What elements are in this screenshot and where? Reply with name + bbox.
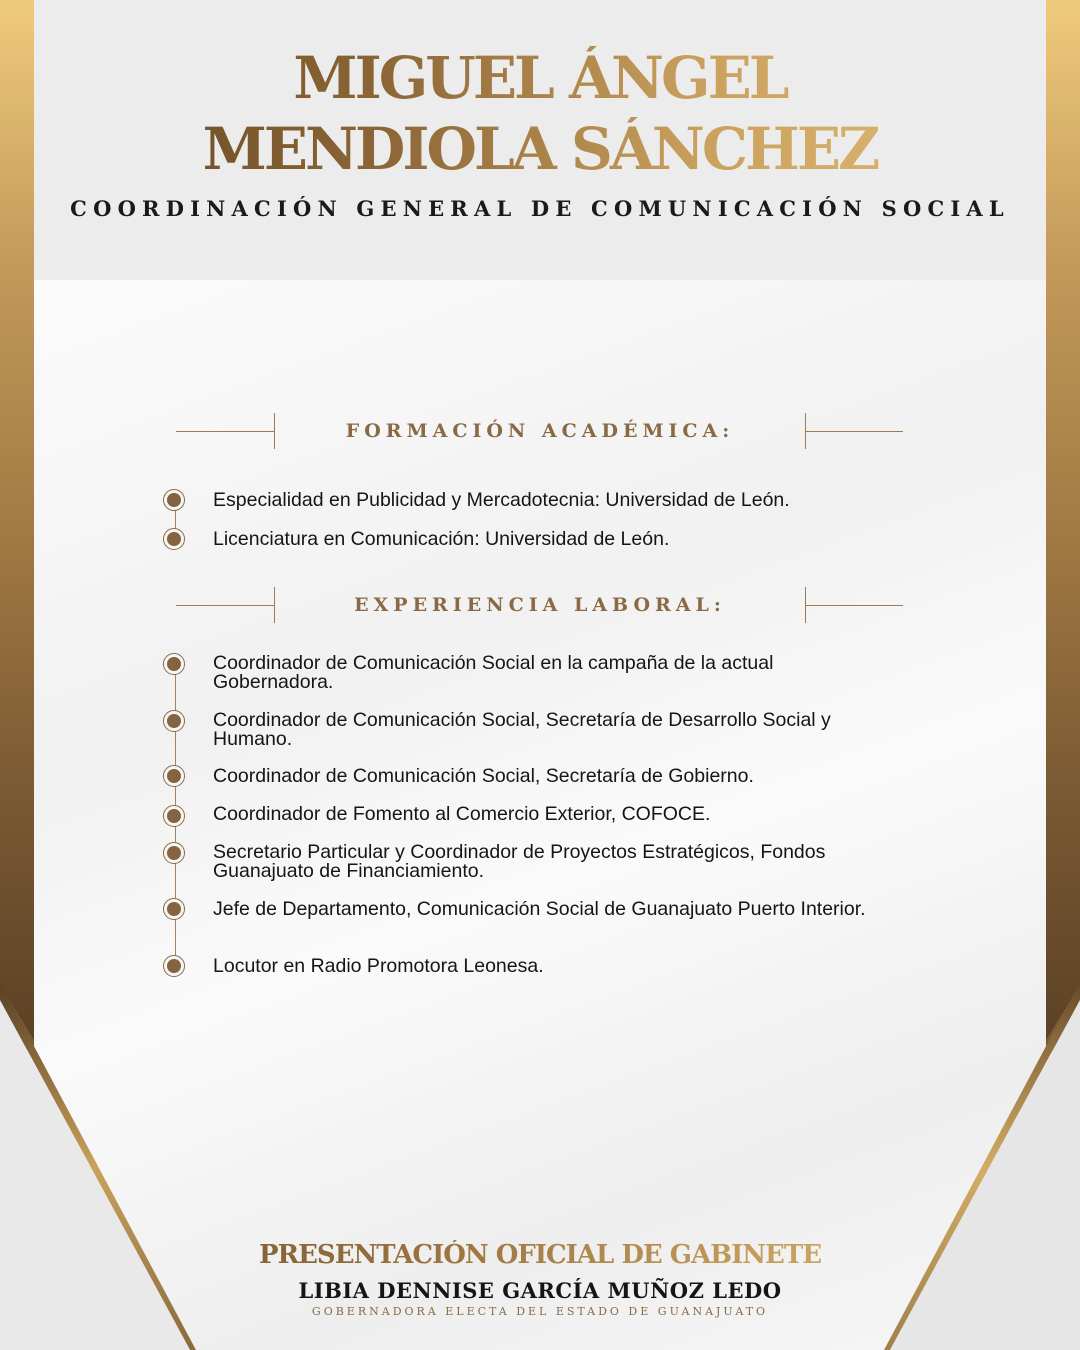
experience-item: Coordinador de Comunicación Social, Secretaría de Desarrollo Social y Humano. <box>213 709 831 750</box>
bullet-icon <box>163 898 185 920</box>
experience-item: Coordinador de Fomento al Comercio Exterior, COFOCE. <box>213 803 711 825</box>
experience-item: Jefe de Departamento, Comunicación Social de Guanajuato Puerto Interior. <box>213 898 866 920</box>
bullet-icon <box>163 528 185 550</box>
position-title: COORDINACIÓN GENERAL DE COMUNICACIÓN SOCIAL <box>70 196 1010 221</box>
heading-rule-right <box>805 431 903 432</box>
footer-name: LIBIA DENNISE GARCÍA MUÑOZ LEDO <box>298 1278 782 1303</box>
person-name-line-1: MIGUEL ÁNGEL <box>0 46 1080 110</box>
bullet-icon <box>163 955 185 977</box>
experience-item: Locutor en Radio Promotora Leonesa. <box>213 955 544 977</box>
footer-subtitle: GOBERNADORA ELECTA DEL ESTADO DE GUANAJUATO <box>311 1305 769 1318</box>
bullet-icon <box>163 489 185 511</box>
bullet-icon <box>163 805 185 827</box>
education-item: Especialidad en Publicidad y Mercadotecnia: Universidad de León. <box>213 489 790 511</box>
experience-item: Coordinador de Comunicación Social en la campaña de la actual Gobernadora. <box>213 652 774 693</box>
bullet-icon <box>163 710 185 732</box>
education-heading: FORMACIÓN ACADÉMICA: <box>345 420 735 442</box>
bullet-icon <box>163 765 185 787</box>
experience-item: Coordinador de Comunicación Social, Secretaría de Gobierno. <box>213 765 754 787</box>
experience-heading: EXPERIENCIA LABORAL: <box>354 594 726 616</box>
bullet-icon <box>163 653 185 675</box>
experience-item: Secretario Particular y Coordinador de Proyectos Estratégicos, Fondos Guanajuato de Financiamiento. <box>213 841 826 882</box>
heading-rule-right <box>805 605 903 606</box>
footer-title: PRESENTACIÓN OFICIAL DE GABINETE <box>0 1240 1080 1270</box>
person-name-line-2: MENDIOLA SÁNCHEZ <box>0 117 1080 181</box>
bullet-icon <box>163 842 185 864</box>
education-item: Licenciatura en Comunicación: Universidad de León. <box>213 528 670 550</box>
